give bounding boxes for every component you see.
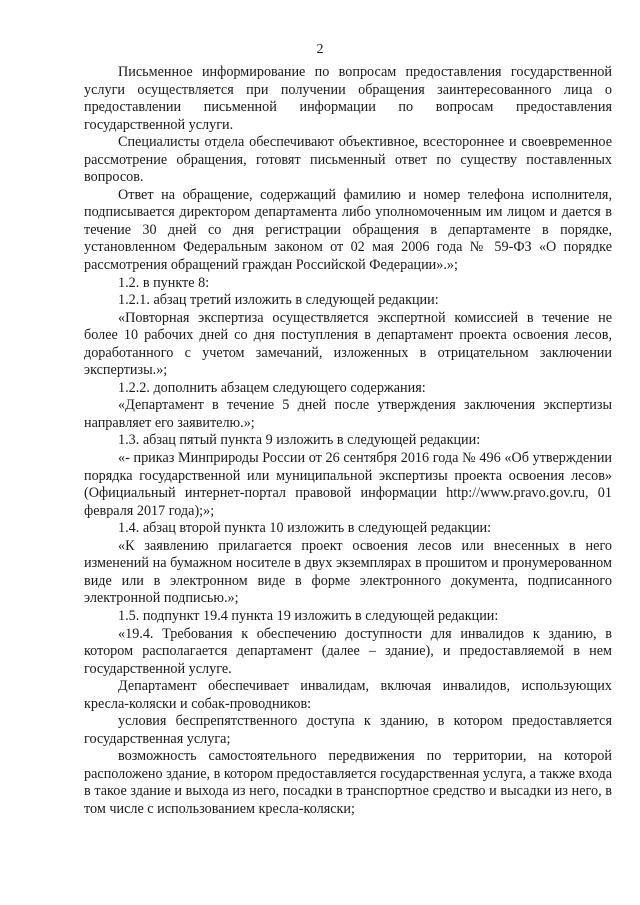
paragraph: возможность самостоятельного передвижения по территории, на которой расположено здание, в котором предоставляется государственная услуга, а также входа в такое здание и выхода из него, посадки в транспортное средство и высадки из него, в том числе с использованием кресла-коляски; [84,748,612,817]
page-number: 2 [316,42,324,57]
paragraph: Письменное информирование по вопросам предоставления государственной услуги осуществляется при получении обращения заинтересованного лица о предоставлении письменной информации по вопросам предоставления государственной услуги. [84,64,612,133]
paragraph: «- приказ Минприроды России от 26 сентября 2016 года № 496 «Об утверждении порядка государственной или муниципальной экспертизы проекта освоения лесов» (Официальный интернет-портал правовой информации http://www.pravo.gov.ru, 01 февраля 2017 года);»; [84,450,612,519]
paragraph: Ответ на обращение, содержащий фамилию и номер телефона исполнителя, подписывается директором департамента либо уполномоченным им лицом и дается в течение 30 дней со дня регистрации обращения в департаменте в порядке, установленном Федеральным законом от 02 мая 2006 года № 59-ФЗ «О порядке рассмотрения обращений граждан Российской Федерации».»; [84,186,612,274]
paragraph: 1.5. подпункт 19.4 пункта 19 изложить в следующей редакции: [118,607,499,624]
paragraph: «19.4. Требования к обеспечению доступности для инвалидов к зданию, в котором располагается департамент (далее – здание), и предоставляемой в нем государственной услуге. [84,625,612,677]
paragraph: «Повторная экспертиза осуществляется экспертной комиссией в течение не более 10 рабочих дней со дня поступления в департамент проекта освоения лесов, доработанного с учетом замечаний, изложенных в отрицательном заключении экспертизы.»; [84,309,612,379]
paragraph: 1.4. абзац второй пункта 10 изложить в следующей редакции: [118,520,492,537]
document-body [84,64,612,819]
paragraph: условия беспрепятственного доступа к зданию, в котором предоставляется государственная услуга; [84,713,612,747]
paragraph: 1.3. абзац пятый пункта 9 изложить в следующей редакции: [118,432,481,449]
paragraph: Департамент обеспечивает инвалидам, включая инвалидов, использующих кресла-коляски и собак-проводников: [84,678,612,712]
paragraph: 1.2. в пункте 8: [118,274,210,291]
paragraph: «К заявлению прилагается проект освоения лесов или внесенных в него изменений на бумажном носителе в двух экземплярах в прошитом и пронумерованном виде или в электронном виде в форме электронного документа, подписанного электронной подписью.»; [84,537,612,607]
paragraph: 1.2.1. абзац третий изложить в следующей редакции: [118,292,439,309]
paragraph: Специалисты отдела обеспечивают объективное, всестороннее и своевременное рассмотрение обращения, готовят письменный ответ по существу поставленных вопросов. [84,134,612,186]
paragraph: 1.2.2. дополнить абзацем следующего содержания: [118,379,426,396]
paragraph: «Департамент в течение 5 дней после утверждения заключения экспертизы направляет его заявителю.»; [84,397,612,431]
